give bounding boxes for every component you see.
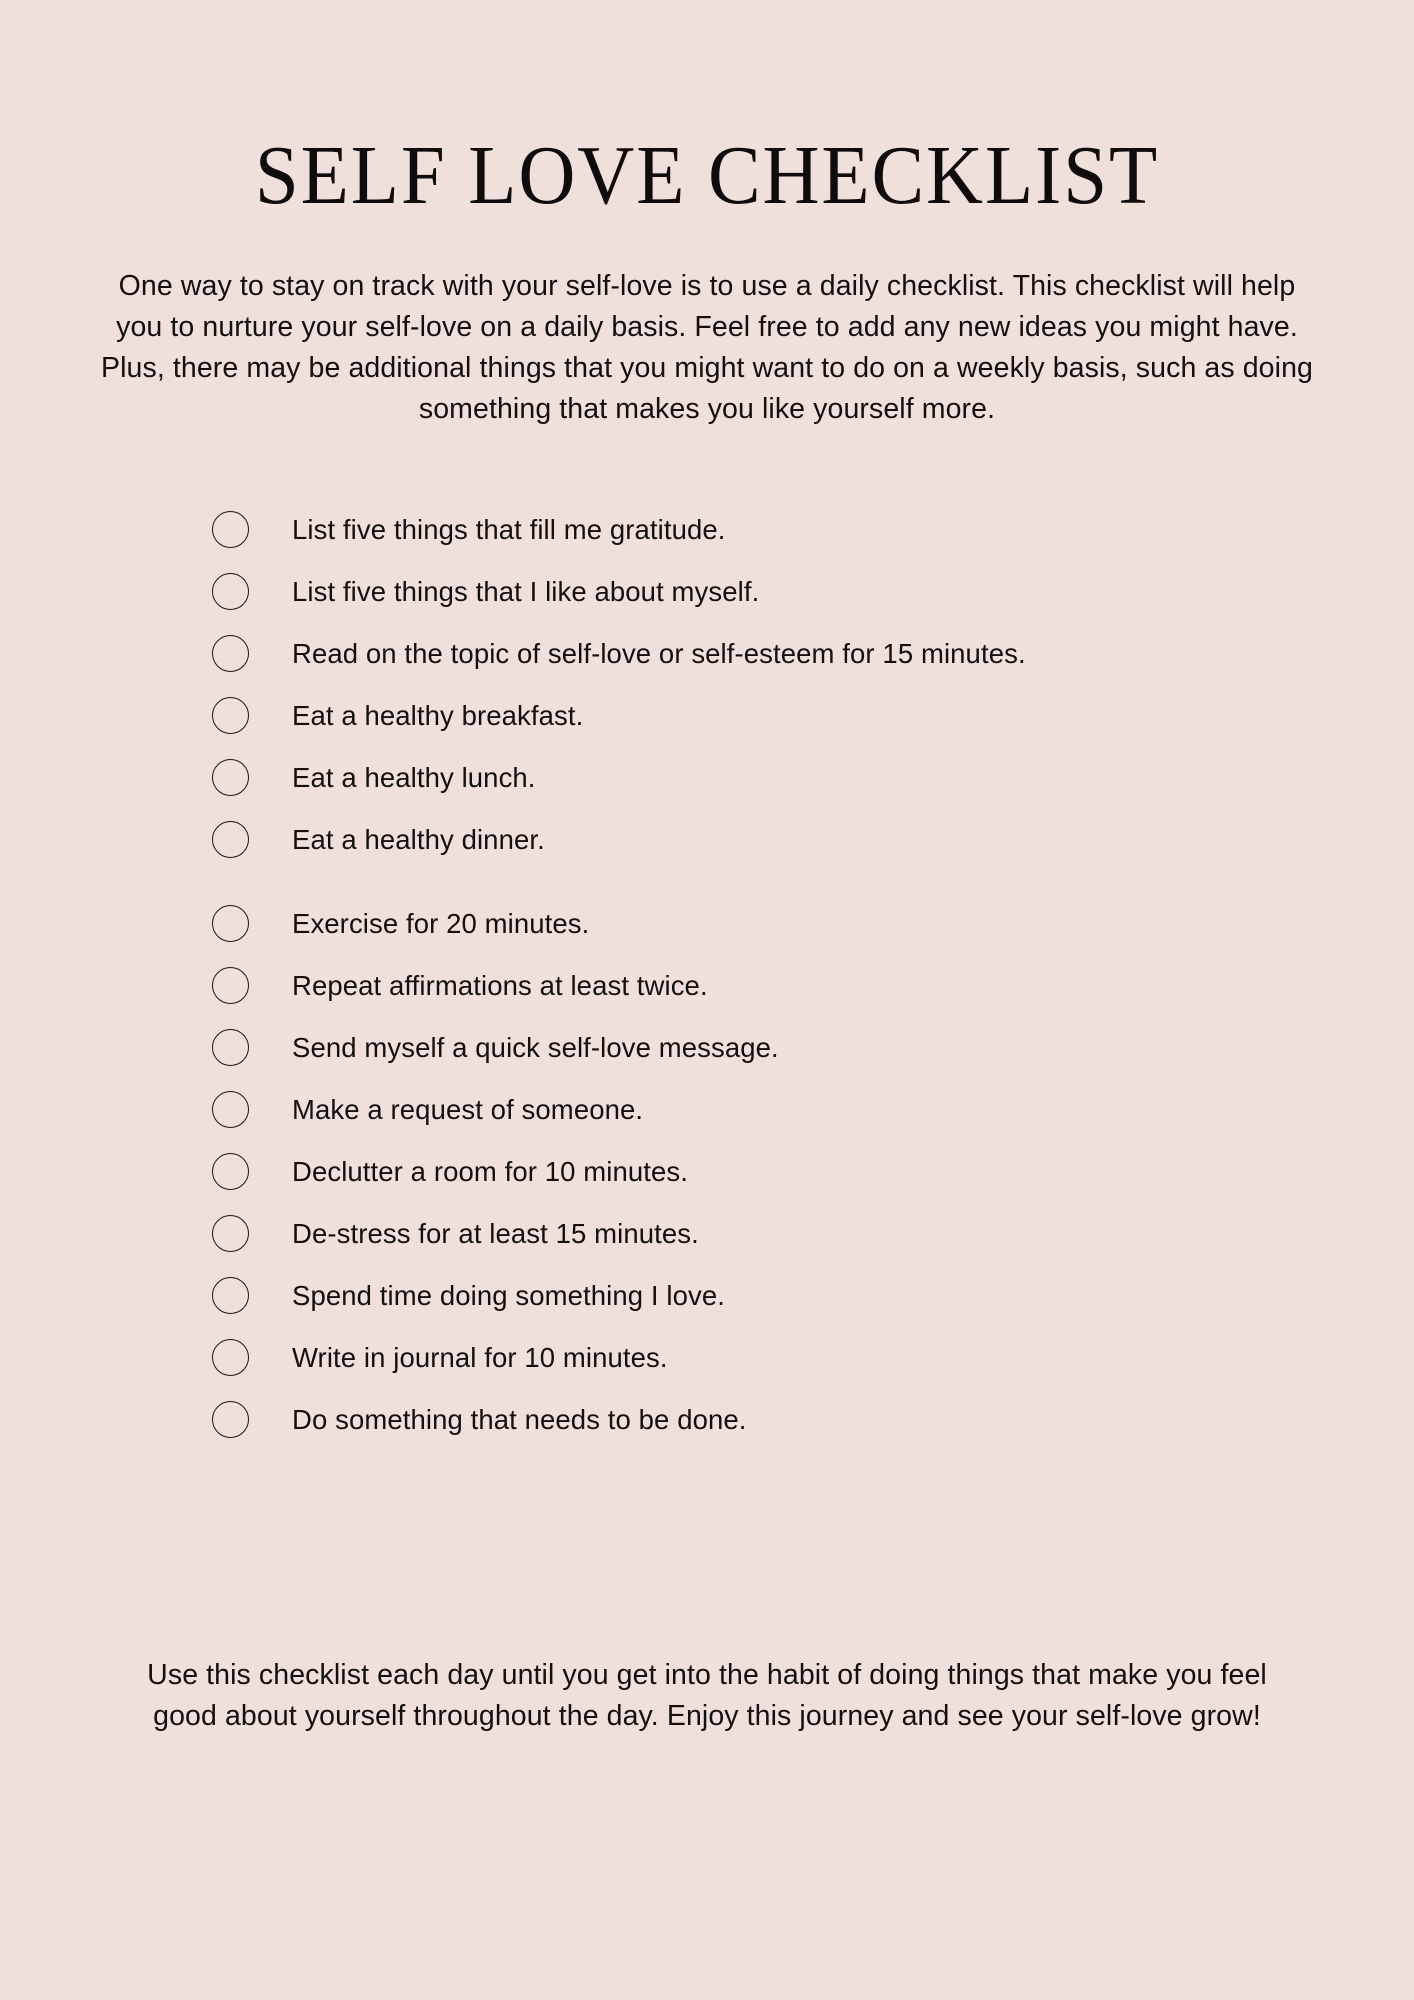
intro-paragraph: One way to stay on track with your self-love is to use a daily checklist. This checklist will help you to nurture your self-love on a daily basis. Feel free to add any new ideas you might have. Plus, there may be additional things that you might want to do on a weekly basis, such as doing something that makes you like yourself more. [101,270,1313,426]
checklist-item-label: Spend time doing something I love. [292,1279,725,1311]
checklist-item[interactable] [212,1388,1414,1450]
checklist-item[interactable] [212,1140,1414,1202]
circle-checkbox-icon[interactable] [212,1091,249,1128]
checklist-item[interactable] [212,954,1414,1016]
checklist-item[interactable] [212,808,1414,870]
checklist-item-label: Do something that needs to be done. [292,1403,747,1435]
checklist-item-label: List five things that I like about myself. [292,575,760,607]
circle-checkbox-icon[interactable] [212,1277,249,1314]
checklist-item[interactable] [212,622,1414,684]
checklist-item[interactable] [212,1264,1414,1326]
checklist-item[interactable] [212,892,1414,954]
checklist-item-label: List five things that fill me gratitude. [292,513,726,545]
checklist-item[interactable] [212,1078,1414,1140]
checklist-item-label: Exercise for 20 minutes. [292,907,590,939]
page-title: SELF LOVE CHECKLIST [254,129,1160,222]
checklist-item[interactable] [212,746,1414,808]
circle-checkbox-icon[interactable] [212,821,249,858]
checklist-item-label: Eat a healthy breakfast. [292,699,584,731]
circle-checkbox-icon[interactable] [212,1153,249,1190]
checklist-item-label: Read on the topic of self-love or self-esteem for 15 minutes. [292,637,1026,669]
circle-checkbox-icon[interactable] [212,967,249,1004]
circle-checkbox-icon[interactable] [212,1029,249,1066]
checklist-item[interactable] [212,684,1414,746]
checklist-item-label: Declutter a room for 10 minutes. [292,1155,689,1187]
footer-paragraph: Use this checklist each day until you get into the habit of doing things that make you feel good about yourself throughout the day. Enjoy this journey and see your self-love grow! [147,1659,1267,1733]
checklist-item-label: Make a request of someone. [292,1093,644,1125]
circle-checkbox-icon[interactable] [212,759,249,796]
checklist-item[interactable] [212,498,1414,560]
checklist-item-label: Repeat affirmations at least twice. [292,969,708,1001]
circle-checkbox-icon[interactable] [212,635,249,672]
checklist-item-label: Write in journal for 10 minutes. [292,1341,668,1373]
checklist-item-label: Eat a healthy dinner. [292,823,545,855]
checklist [0,498,1414,1450]
checklist-item-label: De-stress for at least 15 minutes. [292,1217,699,1249]
circle-checkbox-icon[interactable] [212,511,249,548]
circle-checkbox-icon[interactable] [212,573,249,610]
circle-checkbox-icon[interactable] [212,697,249,734]
checklist-item-label: Eat a healthy lunch. [292,761,536,793]
checklist-item[interactable] [212,560,1414,622]
circle-checkbox-icon[interactable] [212,1401,249,1438]
checklist-item[interactable] [212,1016,1414,1078]
checklist-item[interactable] [212,1326,1414,1388]
circle-checkbox-icon[interactable] [212,1339,249,1376]
circle-checkbox-icon[interactable] [212,1215,249,1252]
checklist-item-label: Send myself a quick self-love message. [292,1031,779,1063]
circle-checkbox-icon[interactable] [212,905,249,942]
checklist-item[interactable] [212,1202,1414,1264]
